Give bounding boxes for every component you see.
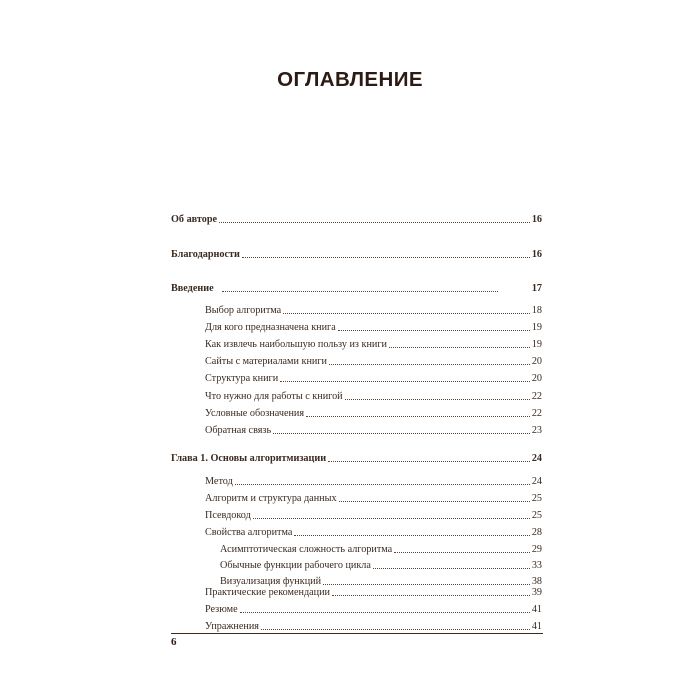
- toc-entry-page: 16: [531, 213, 542, 225]
- toc-entry-page: 24: [531, 475, 542, 487]
- toc-entry[interactable]: [205, 422, 542, 436]
- toc-entry-label: Об авторе: [171, 213, 218, 225]
- toc-leader-dots: [339, 501, 530, 502]
- toc-entry-label: Сайты с материалами книги: [205, 355, 327, 367]
- toc-entry-label: Алгоритм и структура данных: [205, 492, 337, 504]
- toc-entry[interactable]: [205, 353, 542, 367]
- toc-entry[interactable]: [220, 557, 542, 571]
- toc-leader-dots: [329, 364, 530, 365]
- toc-entry-page: 22: [531, 407, 542, 419]
- toc-entry-label: Практические рекомендации: [205, 586, 331, 598]
- toc-entry[interactable]: [205, 601, 542, 615]
- toc-entry-page: 20: [531, 355, 542, 367]
- toc-entry-label: Асимптотическая сложность алгоритма: [220, 543, 393, 555]
- toc-leader-dots: [273, 433, 530, 434]
- toc-entry-page: 18: [531, 304, 542, 316]
- toc-entry[interactable]: [205, 473, 542, 487]
- toc-leader-dots: [338, 330, 530, 331]
- toc-entry-page: 25: [531, 492, 542, 504]
- toc-entry-label: Визуализация функций: [220, 575, 322, 587]
- toc-entry[interactable]: [171, 280, 542, 294]
- toc-entry-page: 29: [531, 543, 542, 555]
- toc-leader-dots: [373, 568, 530, 569]
- toc-entry[interactable]: [205, 370, 542, 384]
- toc-leader-dots: [294, 535, 529, 536]
- toc-entry[interactable]: [205, 336, 542, 350]
- toc-entry-label: Для кого предназначена книга: [205, 321, 336, 333]
- toc-entry-label: Выбор алгоритма: [205, 304, 282, 316]
- toc-leader-dots: [332, 595, 530, 596]
- toc-leader-dots: [345, 399, 530, 400]
- toc-entry[interactable]: [205, 507, 542, 521]
- toc-entry[interactable]: [205, 388, 542, 402]
- toc-entry-page: 41: [531, 620, 542, 632]
- toc-leader-dots: [253, 518, 530, 519]
- footer-rule: [171, 633, 543, 634]
- toc-entry-label: Структура книги: [205, 372, 279, 384]
- toc-entry-page: 38: [531, 575, 542, 587]
- toc-entry-label: Резюме: [205, 603, 238, 615]
- toc-entry-page: 39: [531, 586, 542, 598]
- toc-leader-dots: [235, 484, 530, 485]
- toc-entry-label: Что нужно для работы с книгой: [205, 390, 343, 402]
- toc-entry-label: Обратная связь: [205, 424, 272, 436]
- toc-entry[interactable]: [205, 319, 542, 333]
- toc-entry-label: Метод: [205, 475, 233, 487]
- toc-leader-dots: [306, 416, 530, 417]
- toc-entry-page: 33: [531, 559, 542, 571]
- toc-entry-page: 41: [531, 603, 542, 615]
- toc-entry[interactable]: [205, 584, 542, 598]
- toc-leader-dots: [394, 552, 530, 553]
- toc-entry-page: 19: [531, 321, 542, 333]
- toc-leader-dots: [328, 461, 530, 462]
- toc-entry-label: Условные обозначения: [205, 407, 305, 419]
- toc-entry-page: 19: [531, 338, 542, 350]
- toc-entry-label: Обычные функции рабочего цикла: [220, 559, 371, 571]
- toc-leader-dots: [389, 347, 530, 348]
- toc-entry-label: Как извлечь наибольшую пользу из книги: [205, 338, 387, 350]
- toc-entry[interactable]: [171, 246, 542, 260]
- toc-entry-page: 24: [531, 452, 542, 464]
- toc-entry[interactable]: [205, 490, 542, 504]
- toc-entry-page: 16: [531, 248, 542, 260]
- toc-entry-page: 20: [531, 372, 542, 384]
- page-title: ОГЛАВЛЕНИЕ: [277, 68, 423, 91]
- toc-leader-dots: [240, 612, 530, 613]
- toc-entry[interactable]: [171, 450, 542, 464]
- toc-entry-page: 25: [531, 509, 542, 521]
- toc-entry-page: 28: [531, 526, 542, 538]
- toc-leader-dots: [280, 381, 530, 382]
- toc-entry[interactable]: [171, 211, 542, 225]
- page-number: 6: [171, 636, 177, 648]
- toc-entry-label: Упражнения: [205, 620, 259, 632]
- toc-leader-dots: [242, 257, 530, 258]
- toc-leader-dots: [222, 291, 498, 292]
- toc-leader-dots: [219, 222, 530, 223]
- toc-leader-dots: [261, 629, 530, 630]
- toc-entry[interactable]: [205, 302, 542, 316]
- toc-entry-page: 22: [531, 390, 542, 402]
- toc-leader-dots: [283, 313, 530, 314]
- toc-entry-label: Глава 1. Основы алгоритмизации: [171, 452, 327, 464]
- toc-entry[interactable]: [220, 541, 542, 555]
- toc-entry-label: Благодарности: [171, 248, 240, 260]
- toc-entry[interactable]: [205, 405, 542, 419]
- toc-entry-page: 17: [531, 282, 542, 294]
- toc-entry[interactable]: [205, 524, 542, 538]
- toc-entry-page: 23: [531, 424, 542, 436]
- toc-entry-label: Введение: [171, 282, 214, 294]
- toc-entry[interactable]: [205, 618, 542, 632]
- toc-entry-label: Псевдокод: [205, 509, 251, 521]
- toc-entry-label: Свойства алгоритма: [205, 526, 293, 538]
